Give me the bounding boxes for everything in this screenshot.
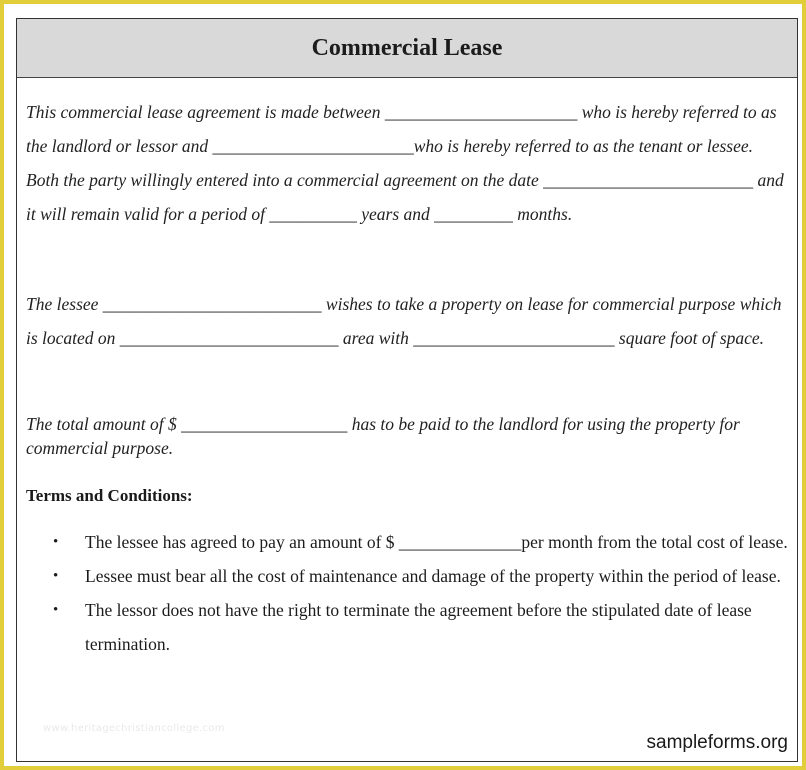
form-title: Commercial Lease: [311, 34, 503, 61]
paragraph-property-text: The lessee _________________________ wishes to take a property on lease for commercial purpose which is located on _________________________ area with _______________________ square foot of space.: [26, 294, 782, 348]
paragraph-property: [26, 287, 790, 355]
paragraph-parties: [26, 95, 790, 231]
list-item: [17, 593, 797, 661]
list-item: [17, 525, 797, 559]
paragraph-amount-text: The total amount of $ ___________________ has to be paid to the landlord for using the property for commercial purpose.: [26, 414, 740, 458]
term-text: The lessor does not have the right to terminate the agreement before the stipulated date of lease termination.: [85, 600, 752, 654]
bullet-icon: •: [53, 568, 59, 584]
term-text: The lessee has agreed to pay an amount of $ ______________per month from the total cost of lease.: [85, 532, 788, 552]
form-header: [17, 19, 797, 78]
paragraph-amount: [26, 412, 790, 460]
bullet-icon: •: [53, 534, 59, 550]
brand-logo: sampleforms.org: [646, 732, 788, 753]
paragraph-parties-text: This commercial lease agreement is made between ______________________ who is hereby referred to as the landlord or lessor and _______________________who is hereby referred to as the tenant or lessee. Both the party willingly entered into a commercial agreement on the date ________________________ and it will remain valid for a period of __________ years and _________ months.: [26, 102, 784, 224]
terms-heading: Terms and Conditions:: [26, 486, 193, 505]
terms-list: [17, 525, 797, 661]
term-text: Lessee must bear all the cost of maintenance and damage of the property within the period of lease.: [85, 566, 781, 586]
bullet-icon: •: [53, 602, 59, 618]
watermark: www.heritagechristiancollege.com: [43, 723, 225, 734]
list-item: [17, 559, 797, 593]
lease-form: [16, 18, 798, 762]
